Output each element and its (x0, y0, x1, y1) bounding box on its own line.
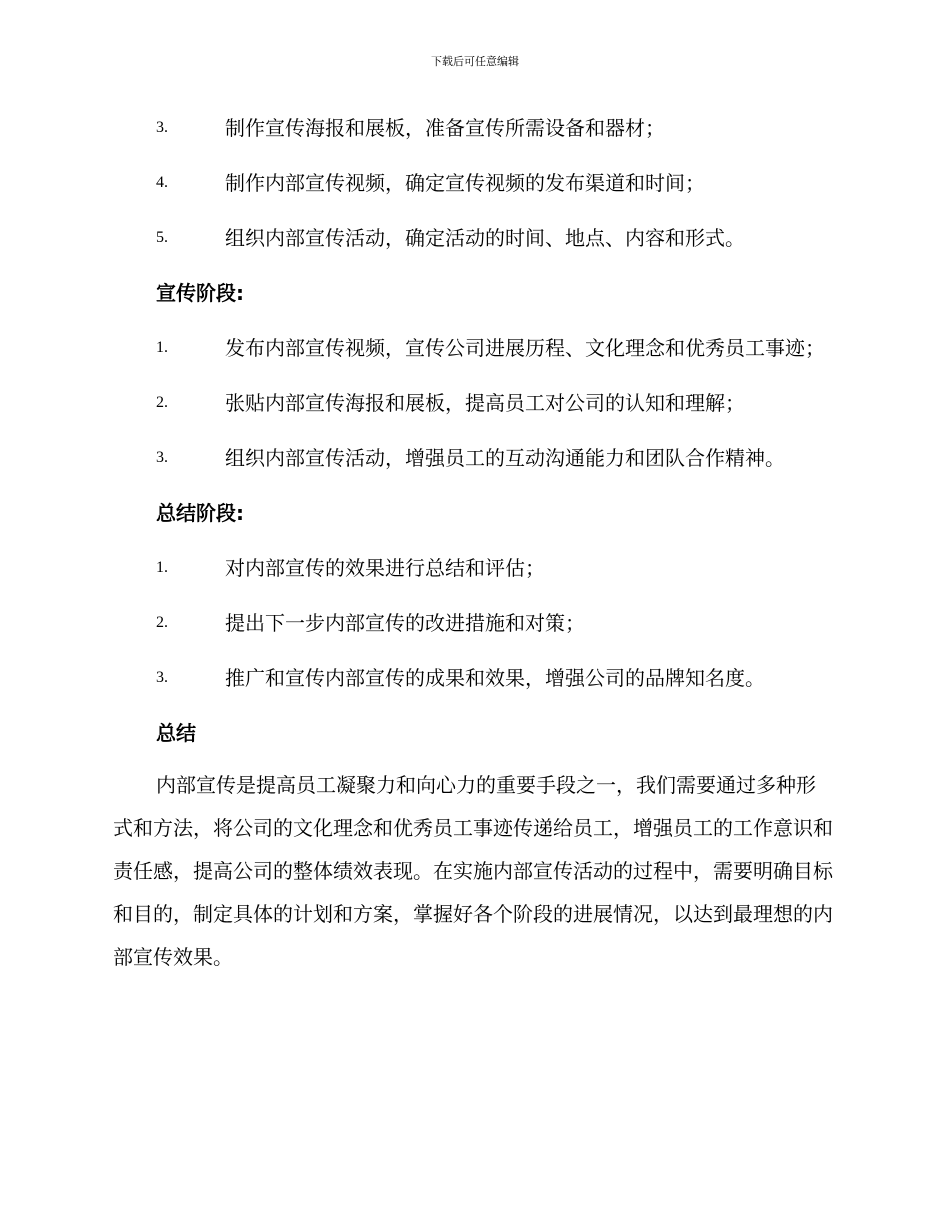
list-text: 发布内部宣传视频，宣传公司进展历程、文化理念和优秀员工事迹； (225, 336, 825, 360)
list-item (113, 660, 833, 696)
list-number: 3. (156, 669, 168, 686)
section-heading-publicity: 宣传阶段: (156, 281, 244, 305)
list-number: 4. (156, 174, 168, 191)
list-item (113, 165, 833, 201)
conclusion-paragraph: 内部宣传是提高员工凝聚力和向心力的重要手段之一，我们需要通过多种形式和方法，将公司的文化理念和优秀员工事迹传递给员工，增强员工的工作意识和责任感，提高公司的整体绩效表现。在实施内部宣传活动的过程中，需要明确目标和目的，制定具体的计划和方案，掌握好各个阶段的进展情况，以达到最理想的内部宣传效果。 (113, 773, 833, 969)
list-text: 对内部宣传的效果进行总结和评估； (225, 556, 545, 580)
list-item (113, 330, 833, 366)
list-text: 推广和宣传内部宣传的成果和效果，增强公司的品牌知名度。 (225, 666, 765, 690)
list-number: 2. (156, 394, 168, 411)
list-item (113, 220, 833, 256)
list-text: 组织内部宣传活动，增强员工的互动沟通能力和团队合作精神。 (225, 446, 785, 470)
section-heading-summary-stage: 总结阶段: (156, 501, 244, 525)
list-number: 5. (156, 229, 168, 246)
list-text: 制作宣传海报和展板，准备宣传所需设备和器材； (225, 116, 665, 140)
list-item (113, 550, 833, 586)
page-header-note: 下载后可任意编辑 (431, 55, 519, 68)
list-item (113, 440, 833, 476)
list-number: 3. (156, 449, 168, 466)
list-number: 3. (156, 119, 168, 136)
list-text: 组织内部宣传活动，确定活动的时间、地点、内容和形式。 (225, 226, 745, 250)
list-text: 张贴内部宣传海报和展板，提高员工对公司的认知和理解； (225, 391, 745, 415)
document-body (113, 110, 833, 979)
list-item (113, 110, 833, 146)
list-item (113, 605, 833, 641)
list-item (113, 385, 833, 421)
list-text: 提出下一步内部宣传的改进措施和对策； (225, 611, 585, 635)
list-number: 2. (156, 614, 168, 631)
list-number: 1. (156, 339, 168, 356)
section-heading-conclusion: 总结 (156, 721, 196, 745)
list-number: 1. (156, 559, 168, 576)
list-text: 制作内部宣传视频，确定宣传视频的发布渠道和时间； (225, 171, 705, 195)
